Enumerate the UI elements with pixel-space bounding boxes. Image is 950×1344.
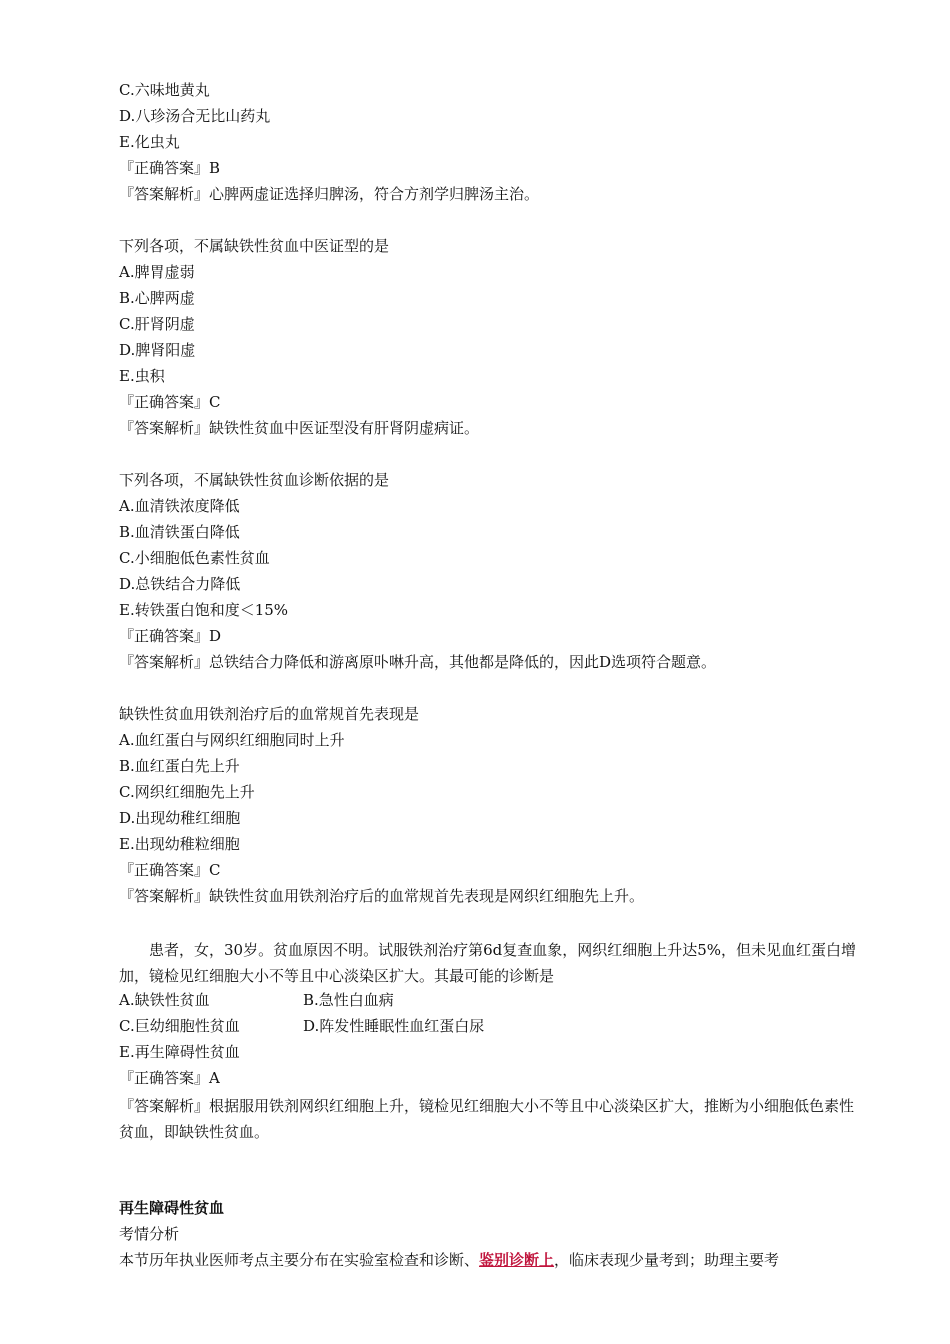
q1-option-c: C.肝肾阴虚 [119, 315, 195, 333]
q3-option-c: C.网织红细胞先上升 [119, 783, 255, 801]
q2-option-c: C.小细胞低色素性贫血 [119, 549, 270, 567]
q4-stem: 患者，女，30岁。贫血原因不明。试服铁剂治疗第6d复查血象，网织红细胞上升达5%，但未见血红蛋白增加，镜检见红细胞大小不等且中心淡染区扩大。其最可能的诊断是 [119, 941, 857, 985]
paragraph-text-after: ，临床表现少量考到；助理主要考 [554, 1251, 780, 1269]
q2-option-b: B.血清铁蛋白降低 [119, 523, 240, 541]
q2-stem: 下列各项，不属缺铁性贫血诊断依据的是 [119, 471, 390, 489]
q4-option-e: E.再生障碍性贫血 [119, 1043, 240, 1061]
q3-stem: 缺铁性贫血用铁剂治疗后的血常规首先表现是 [119, 705, 420, 723]
q3-answer: 『正确答案』C [119, 861, 221, 879]
q0-option-c: C.六味地黄丸 [119, 81, 210, 99]
q2-option-a: A.血清铁浓度降低 [119, 497, 240, 515]
section-paragraph [119, 1250, 779, 1270]
q3-option-a: A.血红蛋白与网织红细胞同时上升 [119, 731, 345, 749]
q4-answer: 『正确答案』A [119, 1069, 220, 1087]
q1-option-d: D.脾肾阳虚 [119, 341, 196, 359]
highlight-link[interactable]: 鉴别诊断上 [479, 1251, 555, 1269]
q1-stem: 下列各项，不属缺铁性贫血中医证型的是 [119, 237, 390, 255]
section-title: 再生障碍性贫血 [119, 1199, 225, 1217]
q2-analysis: 『答案解析』总铁结合力降低和游离原卟啉升高，其他都是降低的，因此D选项符合题意。 [119, 653, 717, 671]
q1-analysis: 『答案解析』缺铁性贫血中医证型没有肝肾阴虚病证。 [119, 419, 480, 437]
q4-option-c: C.巨幼细胞性贫血 [119, 1017, 240, 1035]
q4-option-d: D.阵发性睡眠性血红蛋白尿 [303, 1017, 485, 1035]
q2-option-e: E.转铁蛋白饱和度＜15% [119, 601, 289, 619]
section-subtitle: 考情分析 [119, 1225, 180, 1243]
q0-answer: 『正确答案』B [119, 159, 221, 177]
q4-option-b: B.急性白血病 [303, 991, 394, 1009]
q3-option-d: D.出现幼稚红细胞 [119, 809, 241, 827]
q4-option-a: A.缺铁性贫血 [119, 991, 210, 1009]
paragraph-text-before: 本节历年执业医师考点主要分布在实验室检查和诊断、 [119, 1251, 480, 1269]
q1-option-b: B.心脾两虚 [119, 289, 195, 307]
q3-option-e: E.出现幼稚粒细胞 [119, 835, 240, 853]
q1-answer: 『正确答案』C [119, 393, 221, 411]
q4-analysis: 『答案解析』根据服用铁剂网织红细胞上升，镜检见红细胞大小不等且中心淡染区扩大，推断为小细胞低色素性贫血，即缺铁性贫血。 [119, 1097, 855, 1141]
q3-option-b: B.血红蛋白先上升 [119, 757, 240, 775]
q1-option-e: E.虫积 [119, 367, 165, 385]
q1-option-a: A.脾胃虚弱 [119, 263, 195, 281]
q0-option-e: E.化虫丸 [119, 133, 180, 151]
q0-analysis: 『答案解析』心脾两虚证选择归脾汤，符合方剂学归脾汤主治。 [119, 185, 540, 203]
q2-option-d: D.总铁结合力降低 [119, 575, 241, 593]
q3-analysis: 『答案解析』缺铁性贫血用铁剂治疗后的血常规首先表现是网织红细胞先上升。 [119, 887, 645, 905]
q2-answer: 『正确答案』D [119, 627, 222, 645]
q0-option-d: D.八珍汤合无比山药丸 [119, 107, 271, 125]
